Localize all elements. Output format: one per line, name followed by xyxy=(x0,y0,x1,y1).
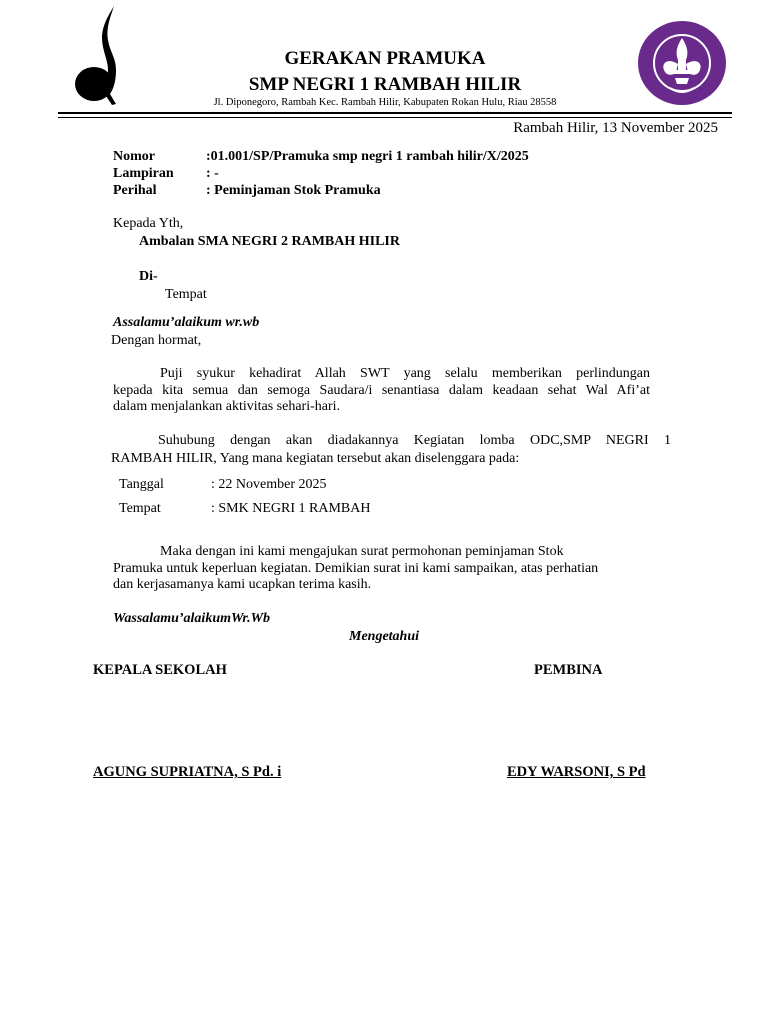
signatory-left-title: KEPALA SEKOLAH xyxy=(93,662,227,678)
letterhead-organization: GERAKAN PRAMUKA xyxy=(284,48,486,69)
signatory-left-name: AGUNG SUPRIATNA, S Pd. i xyxy=(93,764,282,780)
event-value-date: : 22 November 2025 xyxy=(211,477,327,492)
field-value-nomor: :01.001/SP/Pramuka smp negri 1 rambah hilir/X/2025 xyxy=(206,149,529,164)
opening-greeting: Assalamu’alaikum wr.wb xyxy=(113,315,260,330)
paragraph-3-line-1: Maka dengan ini kami mengajukan surat permohonan peminjaman Stok xyxy=(160,544,564,559)
letterhead-address: Jl. Diponegoro, Rambah Kec. Rambah Hilir, Kabupaten Rokan Hulu, Riau 28558 xyxy=(213,97,557,108)
paragraph-2-line-1: Suhubung dengan akan diadakannya Kegiatan lomba ODC,SMP NEGRI 1 xyxy=(158,433,671,448)
recipient-name: Ambalan SMA NEGRI 2 RAMBAH HILIR xyxy=(139,234,400,249)
recipient-at: Di- xyxy=(139,269,158,284)
field-label-perihal: Perihal xyxy=(113,183,157,198)
paragraph-2-line-2: RAMBAH HILIR, Yang mana kegiatan tersebut akan diselenggara pada: xyxy=(111,451,520,466)
paragraph-1-line-2: kepada kita semua dan semoga Saudara/i senantiasa dalam keadaan sehat Wal Afi’at xyxy=(113,383,650,398)
field-label-nomor: Nomor xyxy=(113,149,155,164)
event-label-date: Tanggal xyxy=(119,477,164,492)
scout-fleur-de-lis-emblem-icon xyxy=(637,20,727,106)
letterhead-school-name: SMP NEGRI 1 RAMBAH HILIR xyxy=(248,74,522,95)
signatory-right-title: PEMBINA xyxy=(534,662,603,678)
place-date: Rambah Hilir, 13 November 2025 xyxy=(513,120,718,136)
tunas-kelapa-icon xyxy=(70,4,130,106)
recipient-salutation: Kepada Yth, xyxy=(113,216,184,231)
closing-greeting: Wassalamu’alaikumWr.Wb xyxy=(113,611,271,626)
paragraph-1-line-3: dalam menjalankan aktivitas sehari-hari. xyxy=(113,399,341,414)
paragraph-3-line-3: dan kerjasamanya kami ucapkan terima kasih. xyxy=(113,577,372,592)
paragraph-1-line-1: Puji syukur kehadirat Allah SWT yang selalu memberikan perlindungan xyxy=(160,366,650,381)
opening-respect: Dengan hormat, xyxy=(111,333,202,348)
field-label-lampiran: Lampiran xyxy=(113,166,174,181)
paragraph-3-line-2: Pramuka untuk keperluan kegiatan. Demikian surat ini kami sampaikan, atas perhatian xyxy=(113,561,599,576)
event-label-place: Tempat xyxy=(119,501,161,516)
field-value-perihal: : Peminjaman Stok Pramuka xyxy=(206,183,381,198)
signatory-right-name: EDY WARSONI, S Pd xyxy=(507,764,646,780)
acknowledged-label: Mengetahui xyxy=(349,629,420,644)
recipient-place: Tempat xyxy=(165,287,207,302)
letterhead-rule-thick xyxy=(58,112,732,114)
field-value-lampiran: : - xyxy=(206,166,219,181)
event-value-place: : SMK NEGRI 1 RAMBAH xyxy=(211,501,371,516)
letterhead-rule-thin xyxy=(58,117,732,118)
